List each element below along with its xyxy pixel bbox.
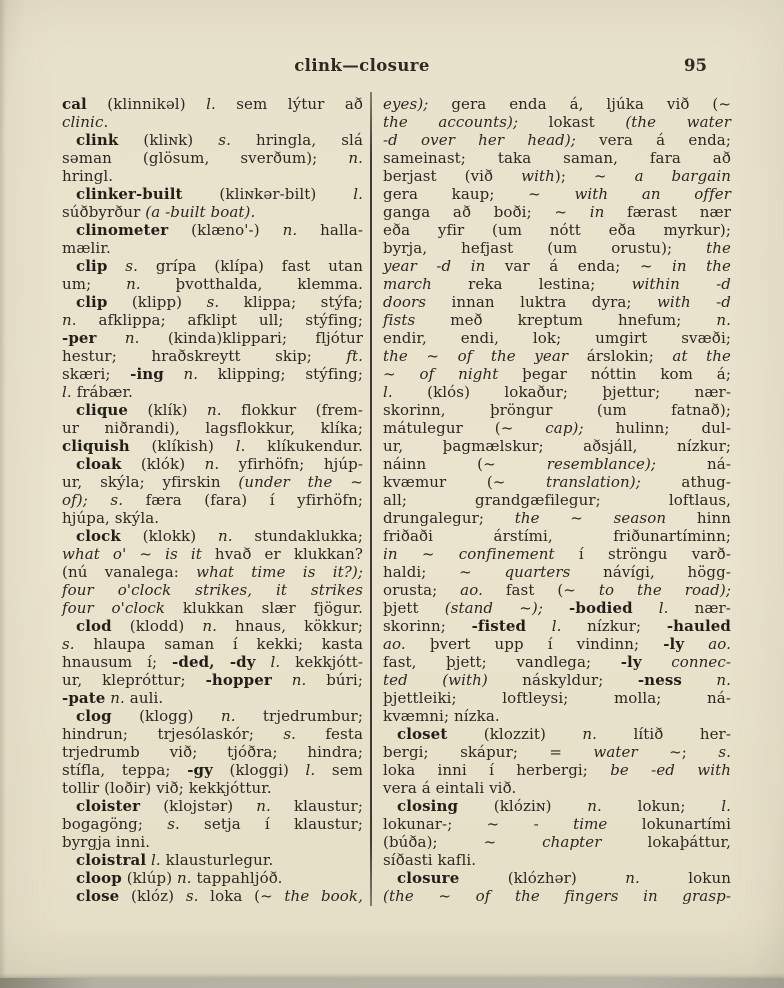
dictionary-line: n. afklippa; afklipt ull; stýfing;	[62, 311, 363, 329]
dictionary-line: in ~ confinement í ströngu varð-	[383, 545, 731, 563]
dictionary-line: ur niðrandi), lagsflokkur, klíka;	[62, 419, 363, 437]
dictionary-line: cal (klinnikəl) l. sem lýtur að	[62, 95, 364, 113]
dictionary-line: march reka lestina; within -d	[383, 275, 731, 293]
dictionary-line: cliquish (klíkish) l. klíkukendur.	[62, 437, 363, 455]
dictionary-line: -per n. (kinda)klippari; fljótur	[62, 329, 364, 347]
dictionary-line: lokunar-; ~ - time lokunartími	[383, 815, 731, 833]
dictionary-line: closet (klozzit) n. lítið her-	[397, 725, 731, 743]
dictionary-line: loka inni í herbergi; be -ed with	[383, 761, 731, 779]
dictionary-line: closing (klóziɴ) n. lokun; l.	[397, 797, 731, 815]
dictionary-line: clinometer (klæno'-) n. halla-	[76, 221, 363, 239]
dictionary-line: ur, skýla; yfirskin (under the ~	[62, 473, 363, 491]
dictionary-line: hestur; hraðskreytt skip; ft.	[62, 347, 363, 365]
page-bottom-edge	[0, 978, 784, 988]
dictionary-line: byrgja inni.	[62, 833, 151, 851]
dictionary-line: ~ of night þegar nóttin kom á;	[383, 365, 732, 383]
right-column	[383, 95, 731, 905]
dictionary-line: vera á eintali við.	[383, 779, 517, 797]
dictionary-line: ur, klepróttur; -hopper n. búri;	[62, 671, 363, 689]
dictionary-line: kvæmur (~ translation); athug-	[383, 473, 731, 491]
dictionary-line: clod (klodd) n. hnaus, kökkur;	[76, 617, 363, 635]
dictionary-line: s. hlaupa saman í kekki; kasta	[62, 635, 363, 653]
dictionary-line: year -d in var á enda; ~ in the	[383, 257, 731, 275]
dictionary-line: byrja, hefjast (um orustu); the	[383, 239, 731, 257]
dictionary-line: clip (klipp) s. klippa; stýfa;	[76, 293, 364, 311]
dictionary-line: ao. þvert upp í vindinn; -ly ao.	[383, 635, 731, 653]
dictionary-line: clip s. grípa (klípa) fast utan	[76, 257, 363, 275]
dictionary-line: hindrun; trjesólaskór; s. festa	[62, 725, 364, 743]
dictionary-line: gera kaup; ~ with an offer	[383, 185, 731, 203]
page-number: 95	[684, 56, 707, 75]
dictionary-line: tollir (loðir) við; kekkjóttur.	[62, 779, 272, 797]
dictionary-line: -d over her head); vera á enda;	[383, 131, 731, 149]
dictionary-line: the accounts); lokast (the water	[383, 113, 731, 131]
dictionary-line: haldi; ~ quarters návígi, högg-	[383, 563, 731, 581]
dictionary-line: cloistral l. klausturlegur.	[76, 851, 274, 869]
dictionary-line: síðasti kafli.	[383, 851, 477, 869]
dictionary-line: ur, þagmælskur; aðsjáll, nízkur;	[383, 437, 731, 455]
dictionary-line: four o'clock strikes, it strikes	[62, 581, 363, 599]
running-head: clink—closure	[294, 56, 430, 75]
dictionary-line: stífla, teppa; -gy (kloggi) l. sem	[62, 761, 363, 779]
dictionary-line: fists með kreptum hnefum; n.	[383, 311, 731, 329]
left-column	[62, 95, 363, 905]
dictionary-line: clinic.	[62, 113, 109, 131]
dictionary-line: orusta; ao. fast (~ to the road);	[383, 581, 731, 599]
dictionary-line: l. frábær.	[62, 383, 133, 401]
dictionary-line: hringl.	[62, 167, 114, 185]
dictionary-line: four o'clock klukkan slær fjögur.	[62, 599, 363, 617]
page-left-edge-shadow	[0, 0, 6, 988]
dictionary-line: (búða); ~ chapter lokaþáttur,	[383, 833, 731, 851]
dictionary-line: berjast (við with); ~ a bargain	[383, 167, 731, 185]
dictionary-line: close (klóz) s. loka (~ the book,	[76, 887, 363, 905]
dictionary-line: (nú vanalega: what time is it?);	[62, 563, 363, 581]
dictionary-line: cloak (klók) n. yfirhöfn; hjúp-	[76, 455, 363, 473]
dictionary-line: clinker-built (kliɴkər-bilt) l.	[76, 185, 363, 203]
dictionary-line: friðaði árstími, friðunartíminn;	[383, 527, 731, 545]
dictionary-line: ted (with) náskyldur; -ness n.	[383, 671, 731, 689]
dictionary-line: skorinn, þröngur (um fatnað);	[383, 401, 731, 419]
dictionary-line: doors innan luktra dyra; with -d	[383, 293, 731, 311]
dictionary-line: þjettleiki; loftleysi; molla; ná-	[383, 689, 731, 707]
dictionary-line: fast, þjett; vandlega; -ly connec-	[383, 653, 731, 671]
dictionary-line: what o' ~ is it hvað er klukkan?	[62, 545, 363, 563]
dictionary-line: þjett (stand ~); -bodied l. nær-	[383, 599, 731, 617]
dictionary-line: skæri; -ing n. klipping; stýfing;	[62, 365, 363, 383]
dictionary-line: mælir.	[62, 239, 111, 257]
dictionary-line: cloop (klúp) n. tappahljóð.	[76, 869, 283, 887]
dictionary-line: náinn (~ resemblance); ná-	[383, 455, 731, 473]
dictionary-line: the ~ of the year árslokin; at the	[383, 347, 731, 365]
dictionary-line: hjúpa, skýla.	[62, 509, 160, 527]
dictionary-line: skorinn; -fisted l. nízkur; -hauled	[383, 617, 731, 635]
dictionary-line: hnausum í; -ded, -dy l. kekkjótt-	[62, 653, 363, 671]
dictionary-line: sameinast; taka saman, fara að	[383, 149, 731, 167]
dictionary-line: clique (klík) n. flokkur (frem-	[76, 401, 363, 419]
column-divider-rule	[370, 92, 372, 906]
dictionary-line: clink (kliɴk) s. hringla, slá	[76, 131, 363, 149]
dictionary-line: of); s. færa (fara) í yfirhöfn;	[62, 491, 363, 509]
dictionary-line: mátulegur (~ cap); hulinn; dul-	[383, 419, 731, 437]
dictionary-line: səman (glösum, sverðum); n.	[62, 149, 363, 167]
dictionary-line: bergi; skápur; = water ~; s.	[383, 743, 731, 761]
dictionary-line: closure (klózhər) n. lokun	[397, 869, 731, 887]
dictionary-line: bogagöng; s. setja í klaustur;	[62, 815, 363, 833]
dictionary-line: cloister (klojstər) n. klaustur;	[76, 797, 363, 815]
dictionary-line: (the ~ of the fingers in grasp-	[383, 887, 731, 905]
dictionary-line: súðbyrður (a -built boat).	[62, 203, 256, 221]
dictionary-line: l. (klós) lokaður; þjettur; nær-	[383, 383, 731, 401]
dictionary-line: ganga að boði; ~ in færast nær	[383, 203, 731, 221]
dictionary-line: um; n. þvotthalda, klemma.	[62, 275, 363, 293]
dictionary-line: clog (klogg) n. trjedrumbur;	[76, 707, 363, 725]
dictionary-line: trjedrumb við; tjóðra; hindra;	[62, 743, 363, 761]
dictionary-line: endir, endi, lok; umgirt svæði;	[383, 329, 731, 347]
dictionary-line: drungalegur; the ~ season hinn	[383, 509, 731, 527]
dictionary-line: eyes); gera enda á, ljúka við (~	[383, 95, 731, 113]
dictionary-line: -pate n. auli.	[62, 689, 164, 707]
dictionary-line: clock (klokk) n. stundaklukka;	[76, 527, 363, 545]
dictionary-line: eða yfir (um nótt eða myrkur);	[383, 221, 731, 239]
dictionary-line: all; grandgæfilegur; loftlaus,	[383, 491, 731, 509]
dictionary-line: kvæmni; nízka.	[383, 707, 500, 725]
